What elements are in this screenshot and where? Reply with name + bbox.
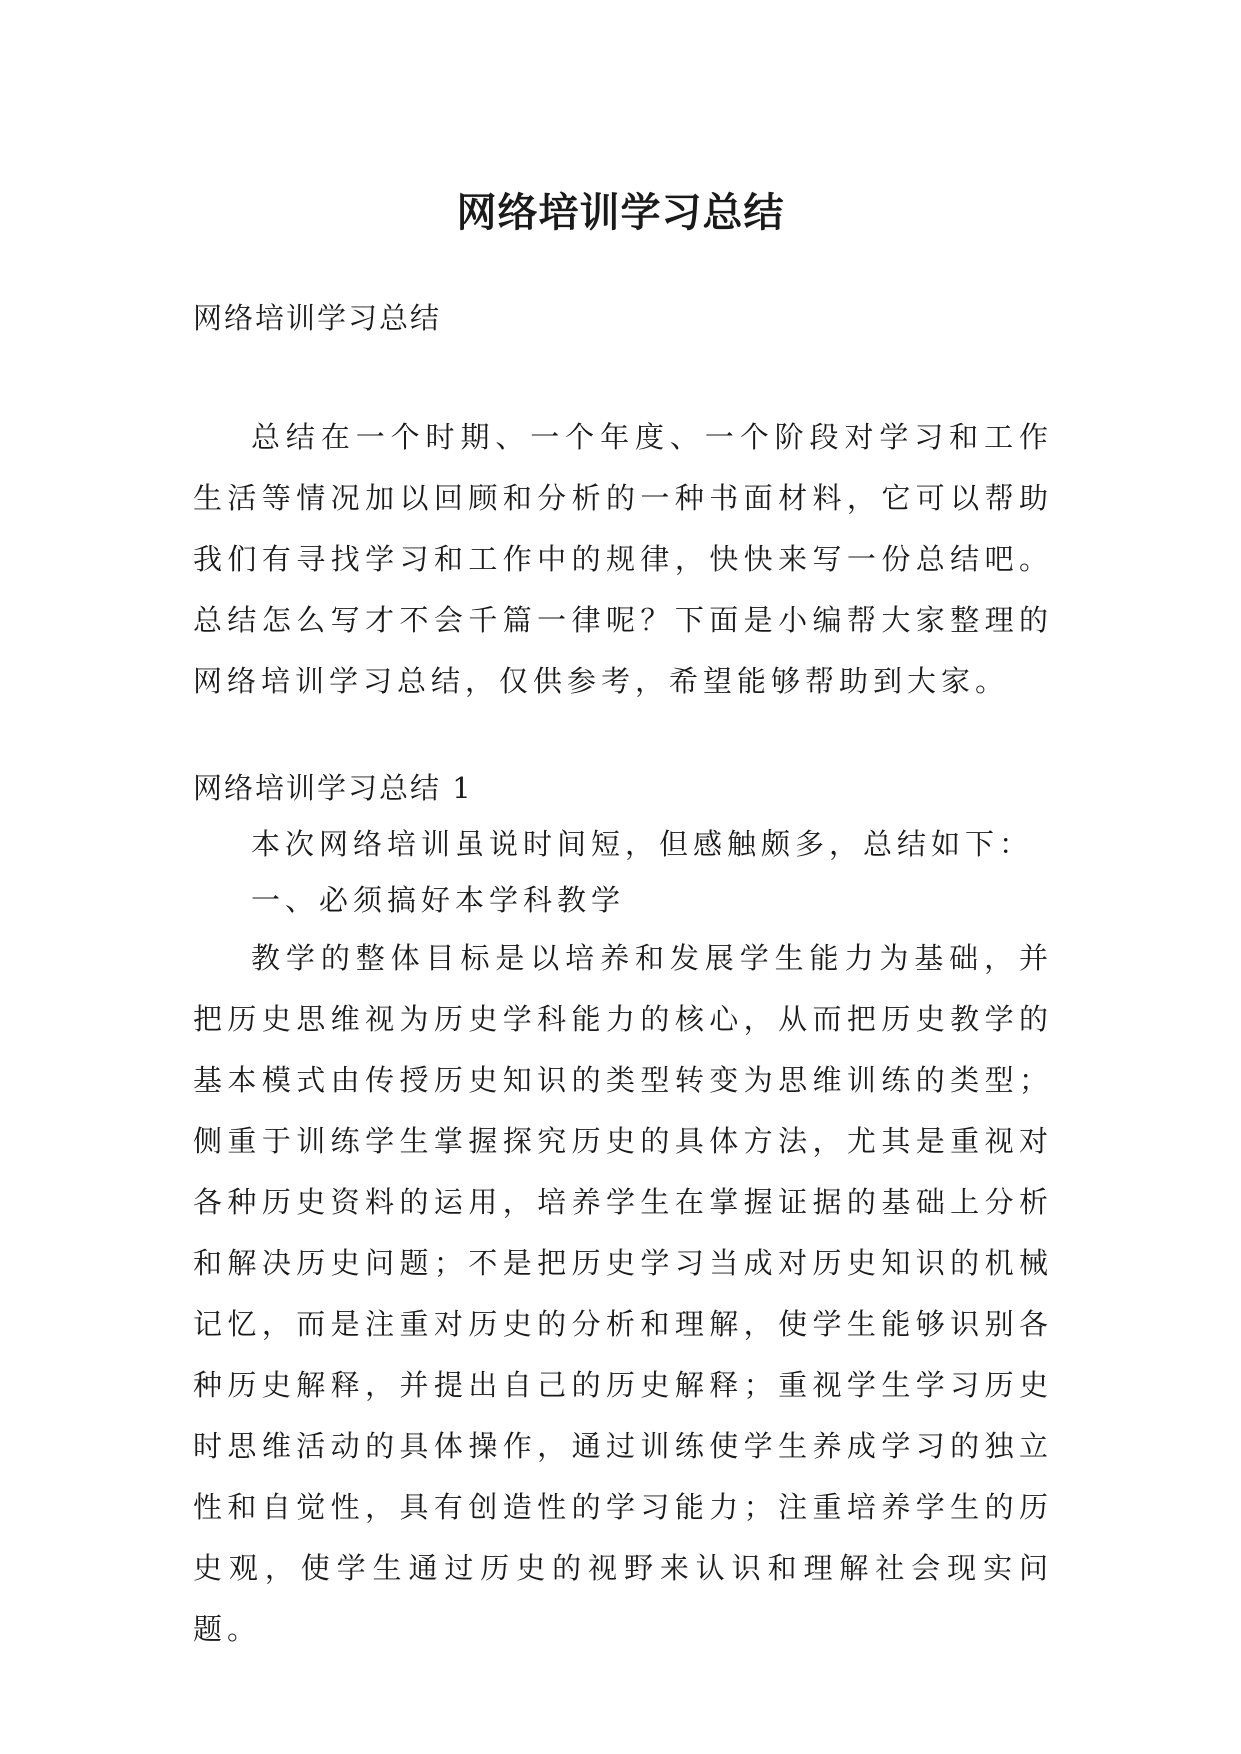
document-subtitle: 网络培训学习总结 bbox=[193, 301, 442, 335]
point-heading: 一、必须搞好本学科教学 bbox=[251, 883, 626, 917]
document-title: 网络培训学习总结 bbox=[456, 188, 785, 236]
document-body bbox=[193, 290, 1053, 1660]
body-paragraph: 教学的整体目标是以培养和发展学生能力为基础，并把历史思维视为历史学科能力的核心，从而把历史教学的基本模式由传授历史知识的类型转变为思维训练的类型；侧重于训练学生掌握探究历史的具体方法，尤其是重视对各种历史资料的运用，培养学生在掌握证据的基础上分析和解决历史问题；不是把历史学习当成对历史知识的机械记忆，而是注重对历史的分析和理解，使学生能够识别各种历史解释，并提出自己的历史解释；重视学生学习历史时思维活动的具体操作，通过训练使学生养成学习的独立性和自觉性，具有创造性的学习能力；注重培养学生的历史观，使学生通过历史的视野来认识和理解社会现实问题。 bbox=[193, 941, 1053, 1646]
intro-paragraph: 总结在一个时期、一个年度、一个阶段对学习和工作生活等情况加以回顾和分析的一种书面材料，它可以帮助我们有寻找学习和工作中的规律，快快来写一份总结吧。总结怎么写才不会千篇一律呢？下面是小编帮大家整理的网络培训学习总结，仅供参考，希望能够帮助到大家。 bbox=[193, 420, 1053, 698]
section-heading: 网络培训学习总结 1 bbox=[193, 771, 473, 805]
section-lead-paragraph: 本次网络培训虽说时间短，但感触颇多，总结如下： bbox=[251, 827, 1034, 861]
